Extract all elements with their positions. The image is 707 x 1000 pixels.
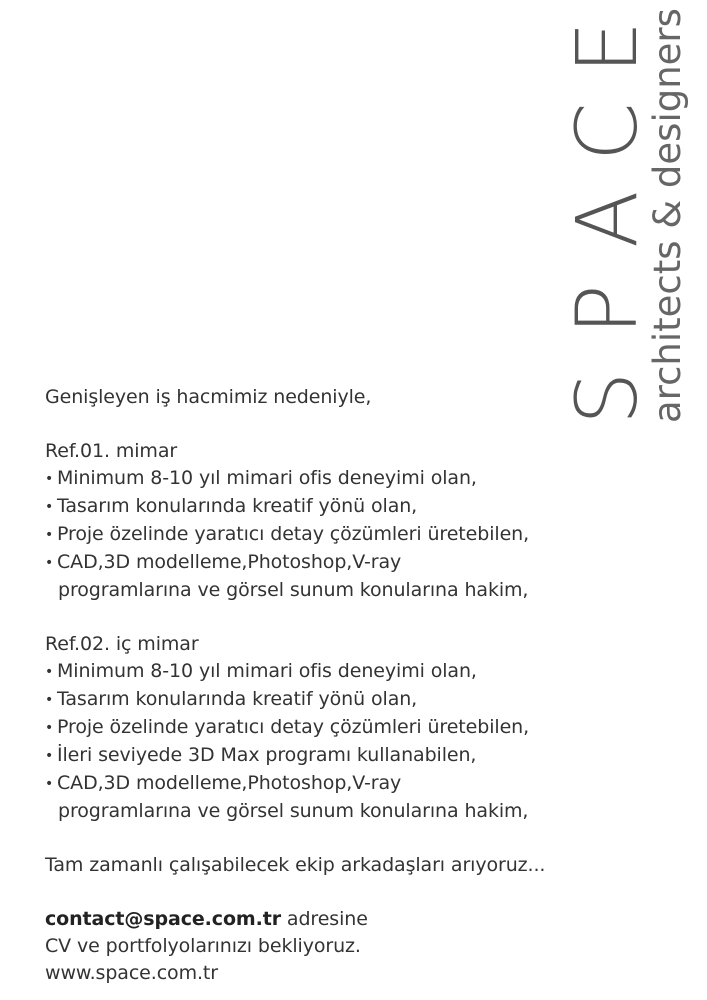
space-logo-graphic <box>558 5 694 425</box>
ref02-bullet: • Minimum 8-10 yıl mimari ofis deneyimi olan, <box>45 658 645 686</box>
contact-email-suffix: adresine <box>280 908 368 930</box>
intro-text: Genişleyen iş hacmimiz nedeniyle, <box>45 386 372 408</box>
logo-letter-s: S <box>558 371 656 425</box>
closing-text: Tam zamanlı çalışabilecek ekip arkadaşları arıyoruz... <box>45 854 546 876</box>
job-posting-body <box>45 384 645 987</box>
ref01-heading: Ref.01. mimar <box>45 440 178 462</box>
ref02-bullet: • Tasarım konularında kreatif yönü olan, <box>45 686 645 714</box>
ref01-bullet: • CAD,3D modelleme,Photoshop,V-ray <box>45 549 645 577</box>
ref01-bullet: • Proje özelinde yaratıcı detay çözümleri üretebilen, <box>45 521 645 549</box>
spacer <box>45 604 645 631</box>
contact-cv-line: CV ve portfolyolarınızı bekliyoruz. <box>45 935 361 957</box>
ref02-bullet: • İleri seviyede 3D Max programı kullanabilen, <box>45 742 645 770</box>
logo-letter-p: P <box>558 284 656 335</box>
space-logo <box>558 5 694 425</box>
logo-letter-a: A <box>558 190 656 248</box>
contact-line <box>45 906 645 933</box>
website-link[interactable]: www.space.com.tr <box>45 962 218 984</box>
logo-subtitle: architects & designers <box>646 8 689 423</box>
spacer <box>45 825 645 852</box>
logo-letter-e: E <box>558 20 656 74</box>
ref01-bullet: • Tasarım konularında kreatif yönü olan, <box>45 493 645 521</box>
spacer <box>45 411 645 438</box>
ref01-bullet-continuation: programlarına ve görsel sunum konularına hakim, <box>58 579 529 601</box>
ref02-heading: Ref.02. iç mimar <box>45 633 199 655</box>
ref02-bullet: • Proje özelinde yaratıcı detay çözümleri üretebilen, <box>45 714 645 742</box>
contact-email[interactable]: contact@space.com.tr <box>45 908 281 930</box>
ref02-bullet-continuation: programlarına ve görsel sunum konularına hakim, <box>58 800 529 822</box>
ref01-bullet: • Minimum 8-10 yıl mimari ofis deneyimi olan, <box>45 465 645 493</box>
ref02-bullet: • CAD,3D modelleme,Photoshop,V-ray <box>45 770 645 798</box>
logo-letter-c: C <box>558 102 656 161</box>
spacer <box>45 879 645 906</box>
